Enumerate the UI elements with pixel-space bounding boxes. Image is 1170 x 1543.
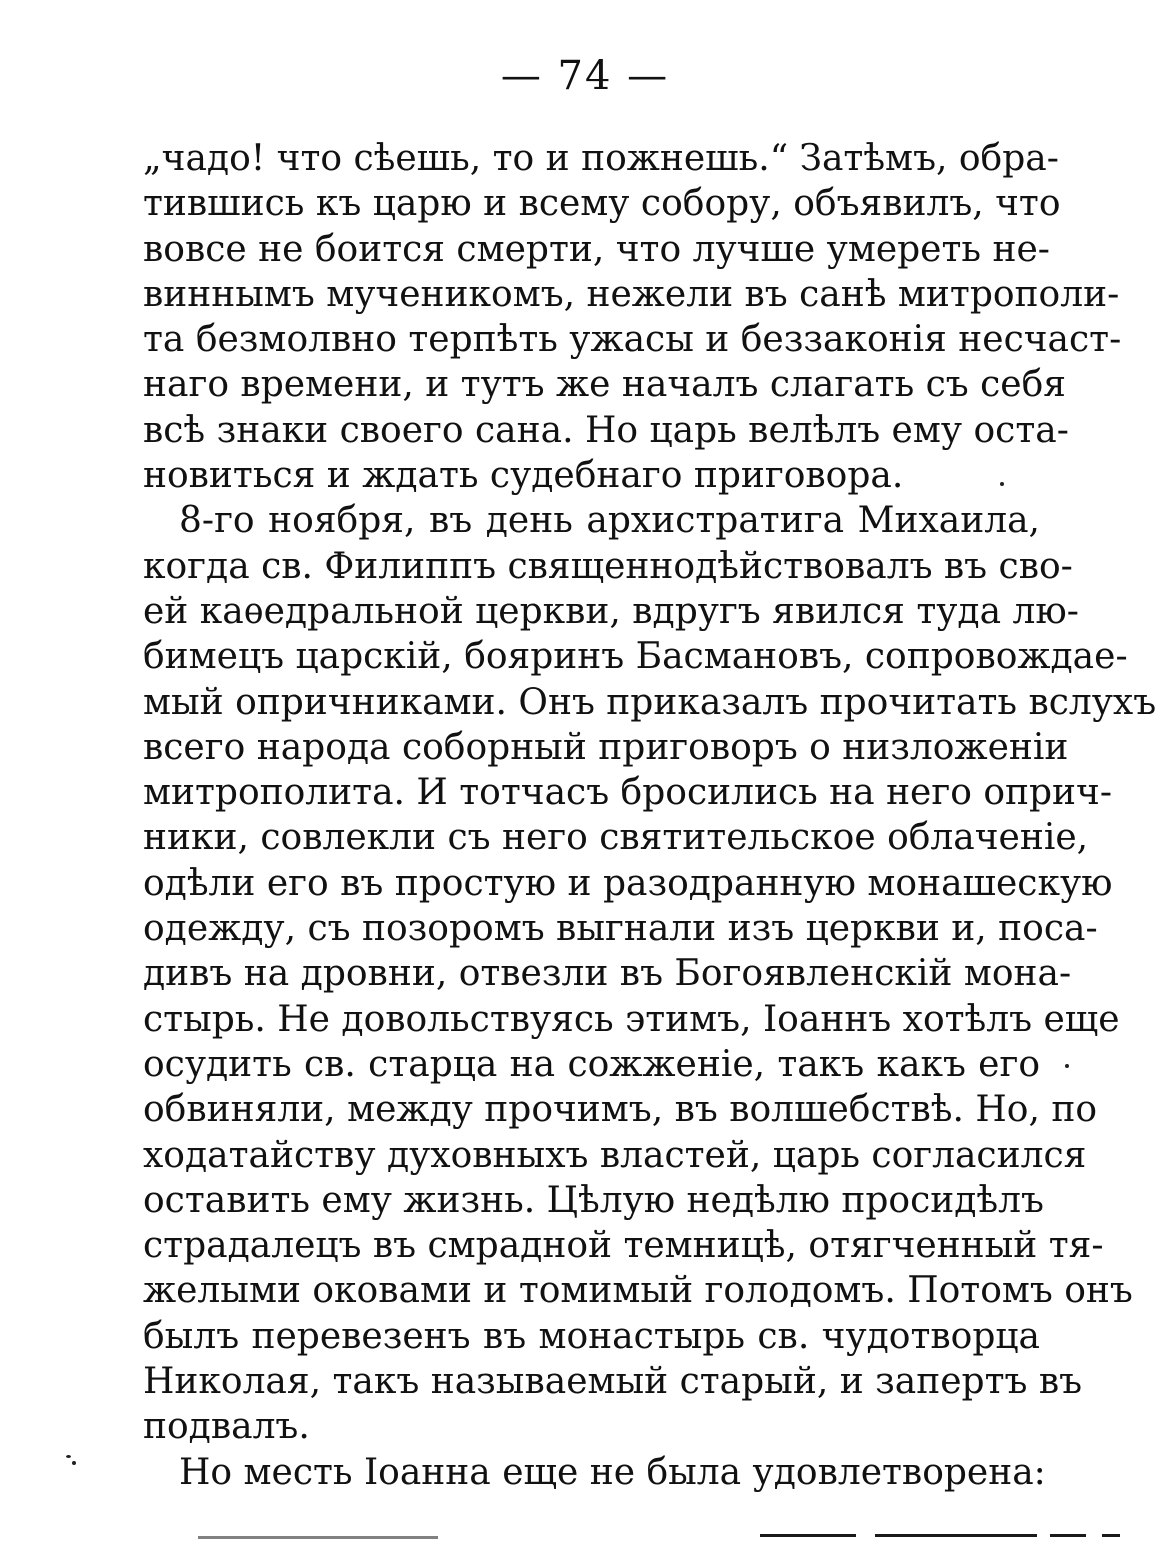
page-bottom-rule	[1050, 1534, 1086, 1537]
page-bottom-rule	[760, 1534, 856, 1537]
text-line: обвиняли, между прочимъ, въ волшебствѣ. Но, по	[143, 1089, 1098, 1131]
text-line: когда св. Филиппъ священнодѣйствовалъ въ сво-	[143, 545, 1073, 587]
text-line: всего народа соборный приговоръ о низложеніи	[143, 726, 1069, 768]
page-bottom-rule	[1102, 1534, 1120, 1537]
text-line: стырь. Не довольствуясь этимъ, Іоаннъ хотѣлъ еще	[143, 998, 1120, 1040]
text-line: желыми оковами и томимый голодомъ. Потомъ онъ	[143, 1270, 1133, 1312]
text-line: ей каѳедральной церкви, вдругъ явился туда лю-	[143, 590, 1079, 632]
text-line: мый опричниками. Онъ приказалъ прочитать вслухъ	[143, 681, 1157, 723]
text-line: оставить ему жизнь. Цѣлую недѣлю просидѣлъ	[143, 1179, 1044, 1221]
page-bottom-rule	[198, 1536, 438, 1539]
text-line: всѣ знаки своего сана. Но царь велѣлъ ему оста-	[143, 409, 1069, 451]
text-line: былъ перевезенъ въ монастырь св. чудотворца	[143, 1315, 1040, 1357]
paragraph-start-line: 8-го ноября, въ день архистратига Михаила,	[179, 500, 1040, 542]
scan-speck	[66, 1455, 71, 1458]
scan-speck	[1065, 1064, 1069, 1068]
scan-speck	[72, 1461, 76, 1465]
text-line: тившись къ царю и всему собору, объявилъ, что	[143, 183, 1061, 225]
text-line: „чадо! что сѣешь, то и пожнешь.“ Затѣмъ, обра-	[143, 138, 1059, 179]
paragraph-start-line: Но месть Іоанна еще не была удовлетворена:	[179, 1451, 1046, 1493]
text-line: осудить св. старца на сожженіе, такъ какъ его	[143, 1043, 1040, 1085]
text-line: ники, совлекли съ него святительское облаченіе,	[143, 817, 1089, 859]
body-text	[143, 136, 1157, 1495]
text-line: дивъ на дровни, отвезли въ Богоявленскій мона-	[143, 953, 1072, 995]
page-bottom-rule	[875, 1534, 1037, 1537]
text-line: Николая, такъ называемый старый, и запертъ въ	[143, 1361, 1083, 1403]
text-line: наго времени, и тутъ же началъ слагать съ себя	[143, 364, 1066, 406]
text-line: ходатайству духовныхъ властей, царь согласился	[143, 1134, 1087, 1176]
text-line: страдалецъ въ смрадной темницѣ, отягченный тя-	[143, 1225, 1104, 1267]
paragraph-end-line: подвалъ.	[143, 1406, 310, 1448]
text-line: виннымъ мученикомъ, нежели въ санѣ митрополи-	[143, 273, 1120, 315]
text-line: одѣли его въ простую и разодранную монашескую	[143, 862, 1113, 904]
paragraph-end-line: новиться и ждать судебнаго приговора.	[143, 455, 904, 497]
text-line: та безмолвно терпѣть ужасы и беззаконія несчаст-	[143, 319, 1122, 361]
text-line: митрополита. И тотчасъ бросились на него оприч-	[143, 772, 1113, 814]
text-line: одежду, съ позоромъ выгнали изъ церкви и, поса-	[143, 908, 1098, 950]
page-number: — 74 —	[500, 53, 670, 99]
scan-speck	[1000, 482, 1004, 486]
text-line: вовсе не боится смерти, что лучше умереть не-	[143, 228, 1050, 270]
text-line: бимецъ царскій, бояринъ Басмановъ, сопровождае-	[143, 636, 1128, 678]
